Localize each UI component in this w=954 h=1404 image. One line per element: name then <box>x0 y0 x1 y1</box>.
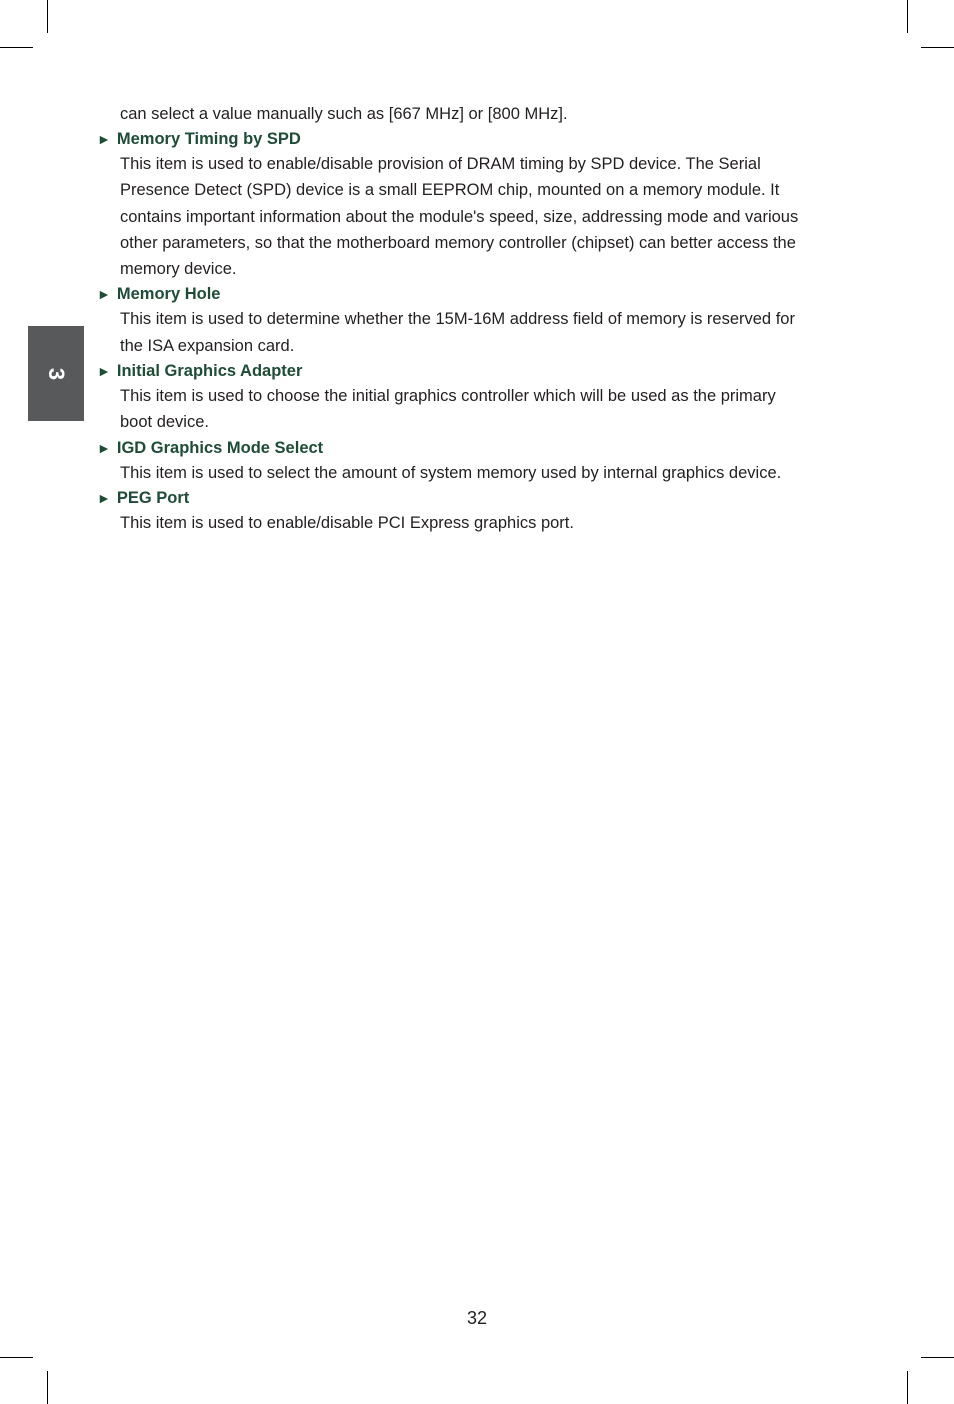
crop-mark-top-left-v <box>47 0 48 33</box>
section-peg-port <box>97 486 857 536</box>
arrow-right-icon: ► <box>97 131 111 147</box>
arrow-right-icon: ► <box>97 363 111 380</box>
page-number: 32 <box>466 1308 488 1328</box>
section-heading: ► IGD Graphics Mode Select <box>97 438 324 457</box>
crop-mark-bottom-right-h <box>921 1357 954 1358</box>
section-memory-timing <box>97 127 857 282</box>
section-heading: ► Memory Timing by SPD <box>97 130 301 148</box>
section-body: This item is used to select the amount of system memory used by internal graphics device. <box>120 463 782 482</box>
arrow-right-icon: ► <box>97 286 111 303</box>
section-body: This item is used to determine whether the 15M-16M address field of memory is reserved for the ISA expansion card. <box>120 310 795 355</box>
crop-mark-bottom-left-v <box>47 1371 48 1404</box>
chapter-tab <box>28 326 84 421</box>
section-heading: ► Memory Hole <box>97 285 221 304</box>
section-body: This item is used to enable/disable PCI Express graphics port. <box>120 513 574 532</box>
section-heading: ► Initial Graphics Adapter <box>97 362 303 381</box>
section-body: This item is used to enable/disable provision of DRAM timing by SPD device. The Serial Presence Detect (SPD) device is a small EEPROM chip, mounted on a memory module. It contains important information about the module's speed, size, addressing mode and various other parameters, so that the motherboard memory controller (chipset) can better access the memory device. <box>120 155 799 279</box>
crop-mark-bottom-left-h <box>0 1357 33 1358</box>
section-memory-hole <box>97 282 857 359</box>
arrow-right-icon: ► <box>97 489 111 506</box>
chapter-number: 3 <box>44 367 69 380</box>
arrow-right-icon: ► <box>97 439 111 456</box>
section-body: This item is used to choose the initial graphics controller which will be used as the primary boot device. <box>120 387 776 432</box>
intro-text: can select a value manually such as [667 MHz] or [800 MHz]. <box>120 105 568 123</box>
crop-mark-top-right-h <box>921 47 954 48</box>
crop-mark-top-right-v <box>907 0 908 33</box>
section-initial-graphics <box>97 359 857 436</box>
section-heading: ► PEG Port <box>97 488 190 507</box>
crop-mark-top-left-h <box>0 47 33 48</box>
page-content <box>97 101 857 536</box>
crop-mark-bottom-right-v <box>907 1371 908 1404</box>
section-igd-graphics <box>97 436 857 486</box>
